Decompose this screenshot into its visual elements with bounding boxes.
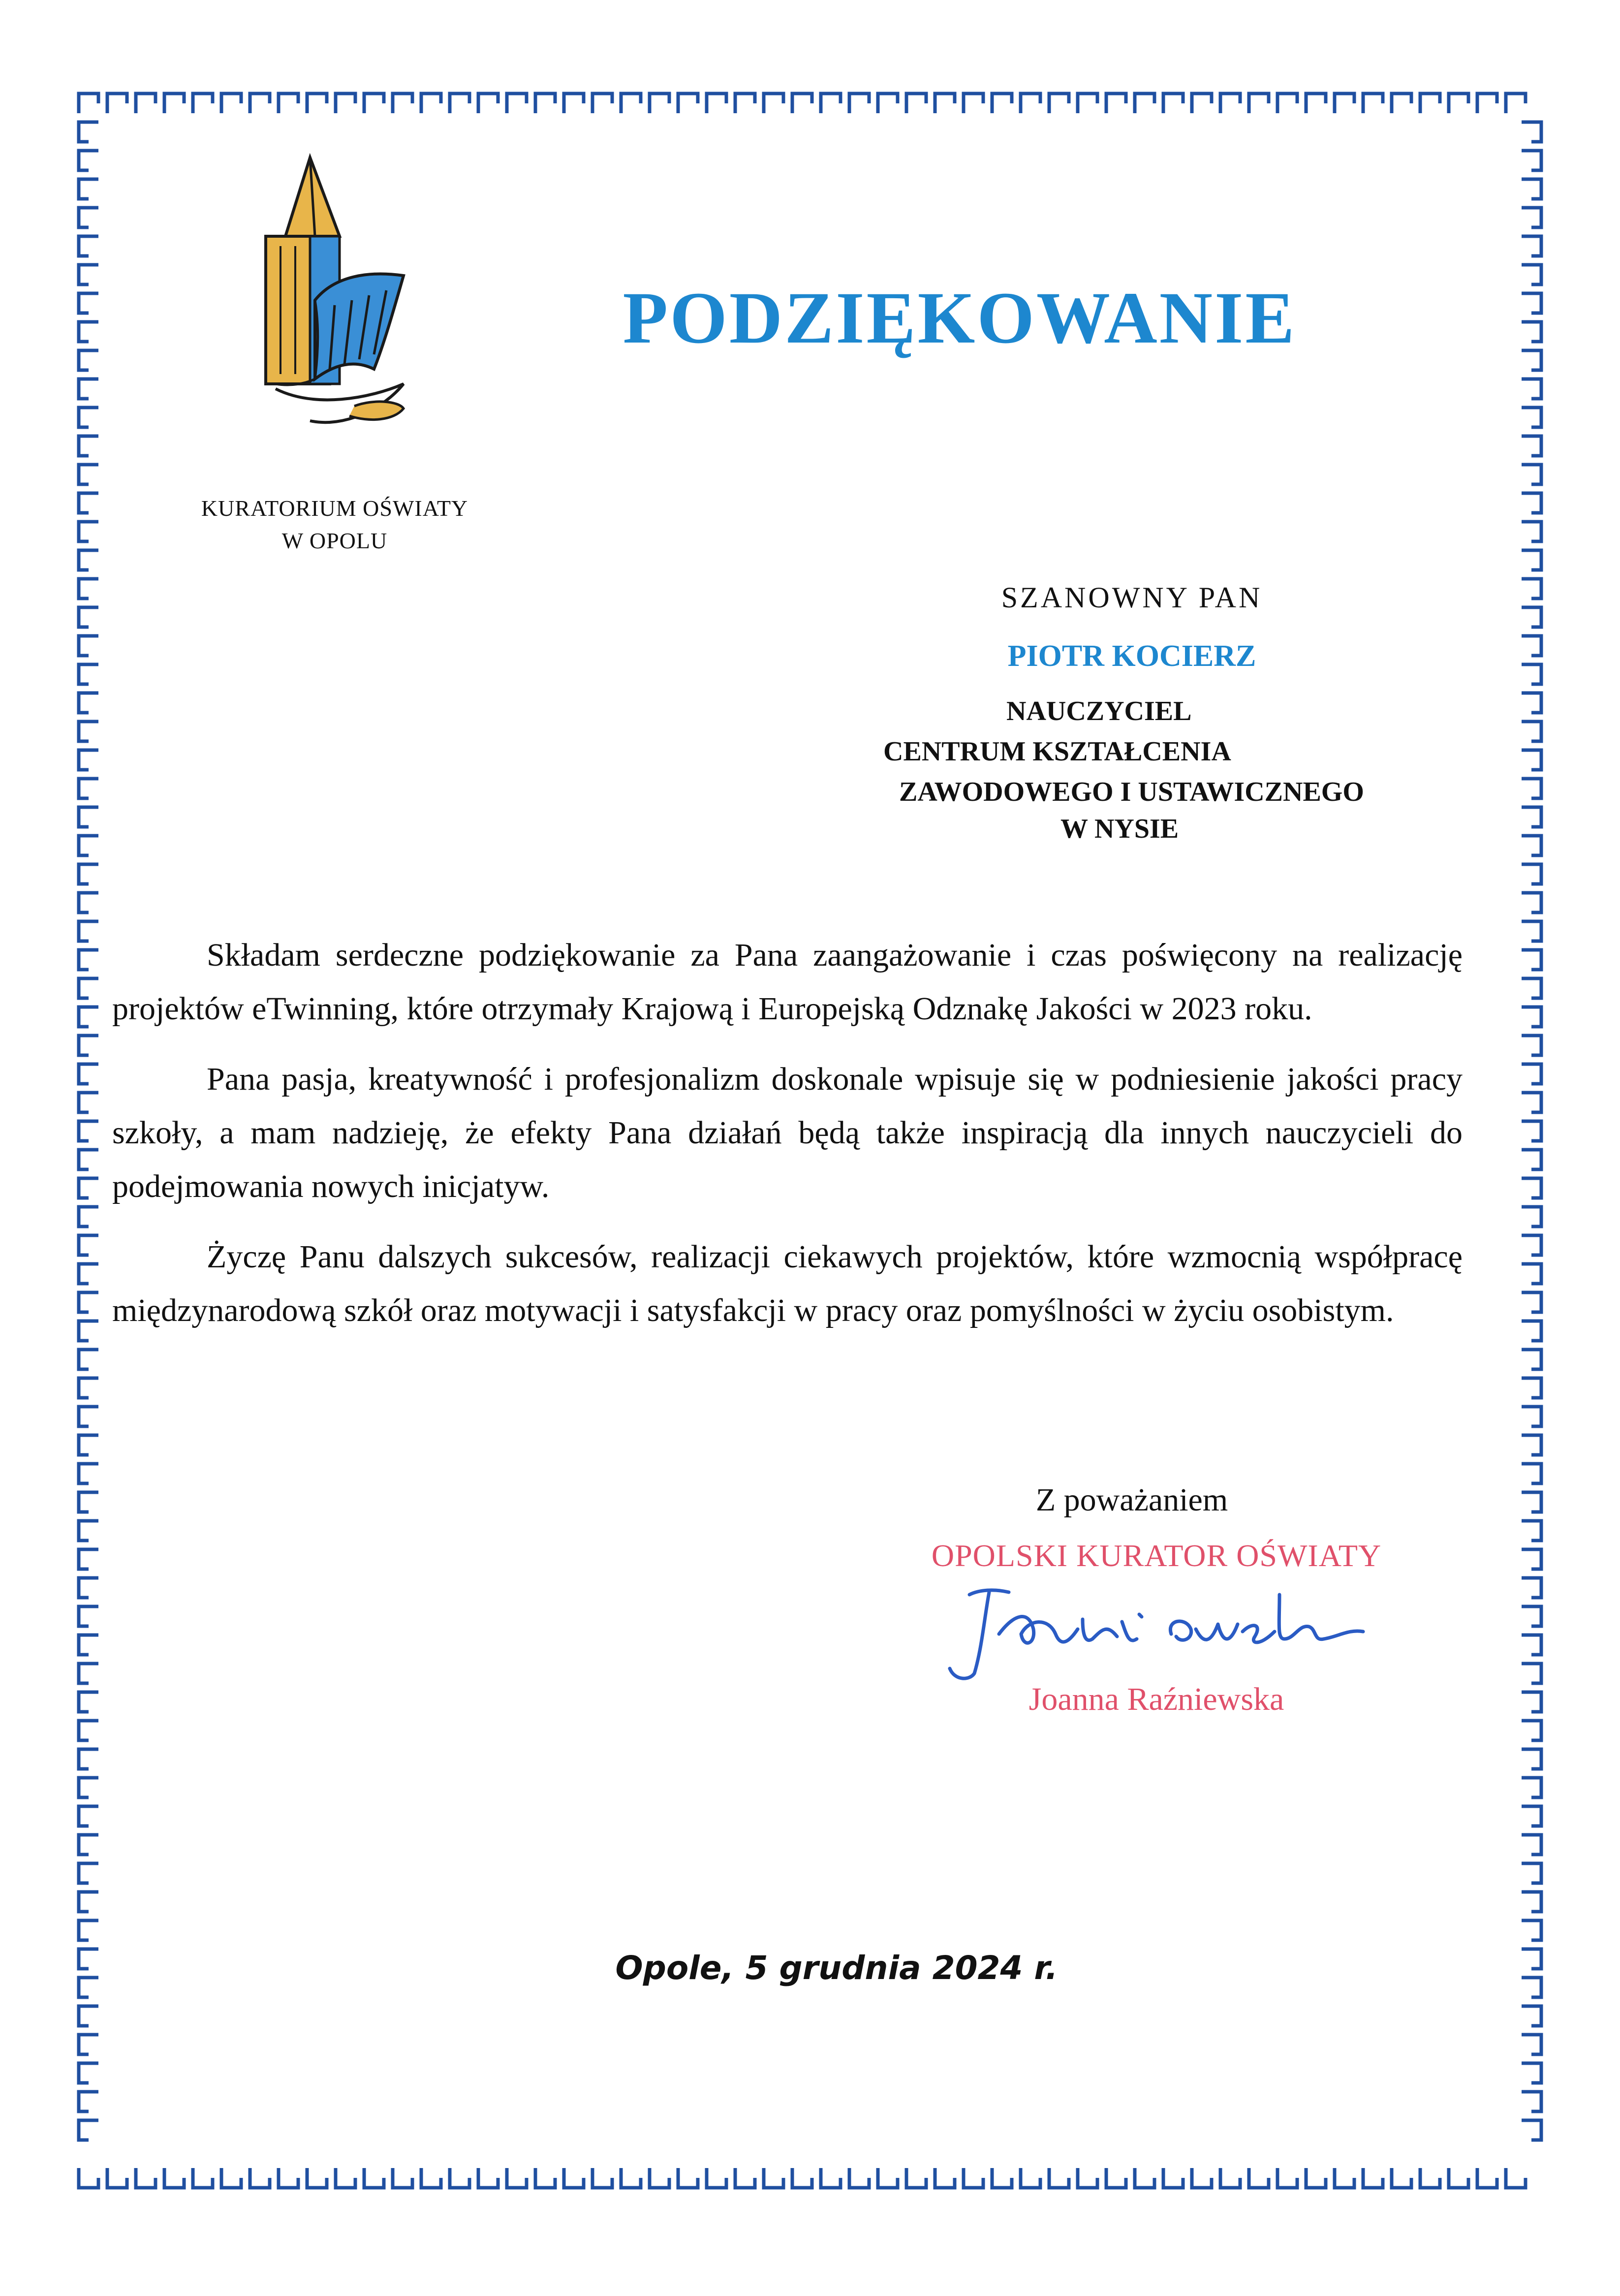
border-link [1522, 1464, 1541, 1483]
border-link [307, 2168, 327, 2188]
border-link [1522, 122, 1541, 142]
addressee-school-line-3: W NYSIE [1060, 814, 1179, 844]
border-link [1522, 779, 1541, 798]
border-link [79, 122, 98, 142]
border-link [79, 1606, 98, 1626]
border-link [1522, 1435, 1541, 1455]
border-link [1277, 94, 1297, 113]
border-link [849, 2168, 869, 2188]
handwritten-signature [935, 1575, 1378, 1688]
border-link [79, 1178, 98, 1198]
border-link [1522, 2035, 1541, 2054]
border-link [621, 94, 641, 113]
border-link [678, 2168, 698, 2188]
border-link [79, 1435, 98, 1455]
border-link [735, 94, 755, 113]
border-link [1363, 2168, 1383, 2188]
border-link [1522, 978, 1541, 998]
border-link [1192, 94, 1212, 113]
border-link [221, 94, 241, 113]
border-link [1477, 2168, 1497, 2188]
border-link [79, 379, 98, 399]
body-paragraph-3: Życzę Panu dalszych sukcesów, realizacji ciekawych projektów, które wzmocnią współpracę międzynarodową szkół oraz motywacji i satysfakcji w pracy oraz pomyślności w życiu osobistym. [112, 1239, 1463, 1328]
border-link [364, 94, 384, 113]
border-link [1335, 2168, 1354, 2188]
border-link [1522, 836, 1541, 855]
border-link [1522, 151, 1541, 170]
border-link [79, 322, 98, 342]
border-link [79, 1150, 98, 1169]
border-link [1522, 607, 1541, 627]
border-link [79, 1207, 98, 1227]
border-link [1522, 1121, 1541, 1141]
border-link [79, 2035, 98, 2054]
body-paragraph-2: Pana pasja, kreatywność i profesjonalizm doskonale wpisuje się w podniesienie jakości pracy szkoły, a mam nadzieję, że efekty Pana działań będą także inspiracją dla innych nauczycieli do podejmowania nowych inicjatyw. [112, 1061, 1463, 1204]
border-link [79, 265, 98, 284]
border-link [1522, 2120, 1541, 2140]
border-link [450, 2168, 469, 2188]
border-link [1163, 94, 1183, 113]
border-link [79, 693, 98, 713]
border-link [79, 2092, 98, 2111]
border-link [79, 179, 98, 199]
stamp-title: OPOLSKI KURATOR OŚWIATY [931, 1538, 1382, 1573]
border-link [1522, 1350, 1541, 1369]
border-link [1522, 493, 1541, 513]
border-link [1522, 1292, 1541, 1312]
border-link [79, 1692, 98, 1712]
border-link [79, 408, 98, 427]
border-link [79, 350, 98, 370]
border-link [1522, 1863, 1541, 1883]
border-link [1522, 379, 1541, 399]
border-link [478, 94, 498, 113]
border-link [1522, 522, 1541, 541]
border-link [1522, 579, 1541, 598]
border-link [1522, 322, 1541, 342]
border-link [821, 94, 841, 113]
border-link [136, 94, 156, 113]
kuratorium-logo [256, 153, 433, 448]
border-link [1522, 1235, 1541, 1255]
border-link [79, 779, 98, 798]
border-link [1049, 2168, 1069, 2188]
border-link [1522, 1578, 1541, 1598]
border-link [79, 1835, 98, 1855]
border-link [79, 722, 98, 741]
border-link [421, 94, 441, 113]
border-link [1522, 636, 1541, 656]
border-link [1522, 1207, 1541, 1227]
border-link [1522, 1664, 1541, 1683]
border-link [79, 1292, 98, 1312]
institution-line-1: KURATORIUM OŚWIATY [201, 496, 468, 521]
border-link [79, 1064, 98, 1084]
border-link [878, 94, 898, 113]
border-link [650, 2168, 669, 2188]
border-link [1078, 94, 1097, 113]
border-link [1522, 1892, 1541, 1912]
border-link [1522, 921, 1541, 941]
border-link [79, 579, 98, 598]
border-link [1477, 94, 1497, 113]
border-link [1506, 94, 1526, 113]
border-link [79, 1664, 98, 1683]
border-link [1522, 1264, 1541, 1284]
border-link [250, 94, 270, 113]
border-link [1522, 1949, 1541, 1969]
border-link [79, 978, 98, 998]
border-link [1449, 2168, 1468, 2188]
border-link [764, 2168, 783, 2188]
border-link [1021, 94, 1040, 113]
border-link [79, 1892, 98, 1912]
border-link [136, 2168, 156, 2188]
border-link [1522, 750, 1541, 770]
border-link [1522, 1778, 1541, 1797]
border-link [1522, 1692, 1541, 1712]
border-link [621, 2168, 641, 2188]
border-link [79, 1350, 98, 1369]
border-link [1135, 94, 1154, 113]
border-link [79, 1235, 98, 1255]
border-link [1522, 2006, 1541, 2026]
border-link [79, 1407, 98, 1426]
border-link [1249, 94, 1269, 113]
place-and-date: Opole, 5 grudnia 2024 r. [615, 1949, 1058, 1987]
border-link [1522, 1093, 1541, 1112]
border-link [1522, 2092, 1541, 2111]
border-link [164, 94, 184, 113]
border-link [79, 293, 98, 313]
border-link [1135, 2168, 1154, 2188]
border-link [79, 1464, 98, 1483]
border-link [1522, 2063, 1541, 2083]
border-link [1522, 893, 1541, 912]
border-link [79, 1378, 98, 1398]
border-link [964, 94, 983, 113]
border-link [1163, 2168, 1183, 2188]
border-link [79, 2063, 98, 2083]
border-link [364, 2168, 384, 2188]
border-link [1506, 2168, 1526, 2188]
border-link [1522, 1635, 1541, 1655]
border-link [964, 2168, 983, 2188]
border-link [1522, 236, 1541, 256]
border-link [79, 522, 98, 541]
addressee-greeting: SZANOWNY PAN [1001, 581, 1263, 614]
letter-body [112, 928, 1463, 1337]
border-link [1522, 1321, 1541, 1341]
border-link [79, 893, 98, 912]
border-link [1220, 94, 1240, 113]
border-link [79, 1321, 98, 1341]
border-link [79, 1093, 98, 1112]
border-link [221, 2168, 241, 2188]
border-link [707, 2168, 726, 2188]
border-link [992, 94, 1012, 113]
border-link [878, 2168, 898, 2188]
border-link [1277, 2168, 1297, 2188]
border-link [79, 236, 98, 256]
border-link [1522, 1036, 1541, 1055]
border-link [79, 94, 98, 113]
border-link [1522, 1492, 1541, 1512]
border-link [1522, 1178, 1541, 1198]
border-link [279, 2168, 298, 2188]
border-link [1522, 1007, 1541, 1027]
border-link [1106, 94, 1126, 113]
border-link [79, 1549, 98, 1569]
border-link [1392, 2168, 1411, 2188]
border-link [79, 1635, 98, 1655]
border-link [1449, 94, 1468, 113]
border-link [1420, 2168, 1440, 2188]
border-link [1522, 293, 1541, 313]
border-link [650, 94, 669, 113]
border-link [1522, 1606, 1541, 1626]
border-link [79, 1492, 98, 1512]
border-link [1021, 2168, 1040, 2188]
border-link [1522, 1835, 1541, 1855]
border-link [79, 636, 98, 656]
border-link [1522, 350, 1541, 370]
border-link [336, 94, 355, 113]
border-link [1522, 436, 1541, 456]
border-link [1106, 2168, 1126, 2188]
border-link [1522, 1150, 1541, 1169]
border-link [79, 2120, 98, 2140]
border-link [79, 1806, 98, 1826]
signer-name: Joanna Raźniewska [1028, 1681, 1284, 1717]
border-link [79, 1721, 98, 1740]
border-link [1522, 1407, 1541, 1426]
border-link [849, 94, 869, 113]
border-link [1522, 722, 1541, 741]
border-link [79, 2006, 98, 2026]
institution-name [148, 492, 522, 557]
border-link [792, 94, 812, 113]
border-link [79, 208, 98, 227]
border-link [1522, 1806, 1541, 1826]
border-link [564, 94, 584, 113]
border-link [79, 1749, 98, 1769]
border-link [1522, 950, 1541, 970]
border-link [992, 2168, 1012, 2188]
border-link [535, 94, 555, 113]
border-link [906, 94, 926, 113]
border-link [707, 94, 726, 113]
border-link [1335, 94, 1354, 113]
border-link [107, 2168, 127, 2188]
border-link [193, 94, 213, 113]
border-link [1522, 1378, 1541, 1398]
border-link [1522, 265, 1541, 284]
border-link [79, 1121, 98, 1141]
border-link [1306, 94, 1326, 113]
border-link [507, 94, 527, 113]
border-link [79, 465, 98, 484]
border-link [478, 2168, 498, 2188]
border-link [764, 94, 783, 113]
border-link [906, 2168, 926, 2188]
border-link [79, 1863, 98, 1883]
closing-salutation: Z poważaniem [1035, 1482, 1228, 1518]
border-link [1522, 1549, 1541, 1569]
addressee-name: PIOTR KOCIERZ [1007, 639, 1256, 673]
border-link [279, 94, 298, 113]
border-link [1078, 2168, 1097, 2188]
border-link [79, 1007, 98, 1027]
border-link [193, 2168, 213, 2188]
border-link [79, 750, 98, 770]
border-link [79, 151, 98, 170]
border-link [1392, 94, 1411, 113]
border-link [79, 436, 98, 456]
border-link [821, 2168, 841, 2188]
body-paragraph-1: Składam serdeczne podziękowanie za Pana zaangażowanie i czas poświęcony na realizację projektów eTwinning, które otrzymały Krajową i Europejską Odznakę Jakości w 2023 roku. [112, 937, 1463, 1027]
border-link [1522, 807, 1541, 827]
border-link [1363, 94, 1383, 113]
border-link [935, 2168, 955, 2188]
border-link [79, 1578, 98, 1598]
border-link [1249, 2168, 1269, 2188]
border-link [393, 94, 412, 113]
border-link [393, 2168, 412, 2188]
border-link [79, 807, 98, 827]
border-link [735, 2168, 755, 2188]
border-link [79, 1521, 98, 1541]
border-link [1522, 408, 1541, 427]
border-link [1522, 208, 1541, 227]
border-link [421, 2168, 441, 2188]
border-link [1522, 1920, 1541, 1940]
border-link [79, 1949, 98, 1969]
border-link [935, 94, 955, 113]
border-link [79, 1978, 98, 1997]
border-link [79, 607, 98, 627]
border-link [1522, 1721, 1541, 1740]
border-link [79, 493, 98, 513]
border-link [336, 2168, 355, 2188]
border-link [79, 2168, 98, 2188]
border-link [792, 2168, 812, 2188]
border-link [79, 950, 98, 970]
addressee-school-line-1: CENTRUM KSZTAŁCENIA [883, 736, 1231, 767]
border-link [79, 1036, 98, 1055]
border-link [79, 836, 98, 855]
border-link [1192, 2168, 1212, 2188]
border-link [1522, 1978, 1541, 1997]
institution-line-2: W OPOLU [281, 528, 388, 553]
border-link [1522, 465, 1541, 484]
border-link [592, 2168, 612, 2188]
border-link [592, 94, 612, 113]
border-link [535, 2168, 555, 2188]
addressee-role: NAUCZYCIEL [1006, 696, 1192, 726]
addressee-school-line-2: ZAWODOWEGO I USTAWICZNEGO [899, 777, 1364, 807]
border-link [79, 1778, 98, 1797]
border-link [1522, 1749, 1541, 1769]
border-link [1306, 2168, 1326, 2188]
document-title: PODZIĘKOWANIE [623, 277, 1297, 359]
border-link [1522, 1521, 1541, 1541]
border-link [1049, 94, 1069, 113]
border-link [564, 2168, 584, 2188]
border-link [79, 550, 98, 570]
border-link [1522, 179, 1541, 199]
border-link [307, 94, 327, 113]
border-link [507, 2168, 527, 2188]
border-link [164, 2168, 184, 2188]
border-link [1522, 1064, 1541, 1084]
border-link [678, 94, 698, 113]
border-link [1522, 550, 1541, 570]
border-link [1522, 693, 1541, 713]
border-link [1522, 864, 1541, 884]
border-link [79, 664, 98, 684]
border-link [1522, 664, 1541, 684]
border-link [79, 864, 98, 884]
border-link [1220, 2168, 1240, 2188]
border-link [79, 921, 98, 941]
border-link [107, 94, 127, 113]
border-link [250, 2168, 270, 2188]
border-link [79, 1264, 98, 1284]
border-link [450, 94, 469, 113]
border-link [1420, 94, 1440, 113]
border-link [79, 1920, 98, 1940]
